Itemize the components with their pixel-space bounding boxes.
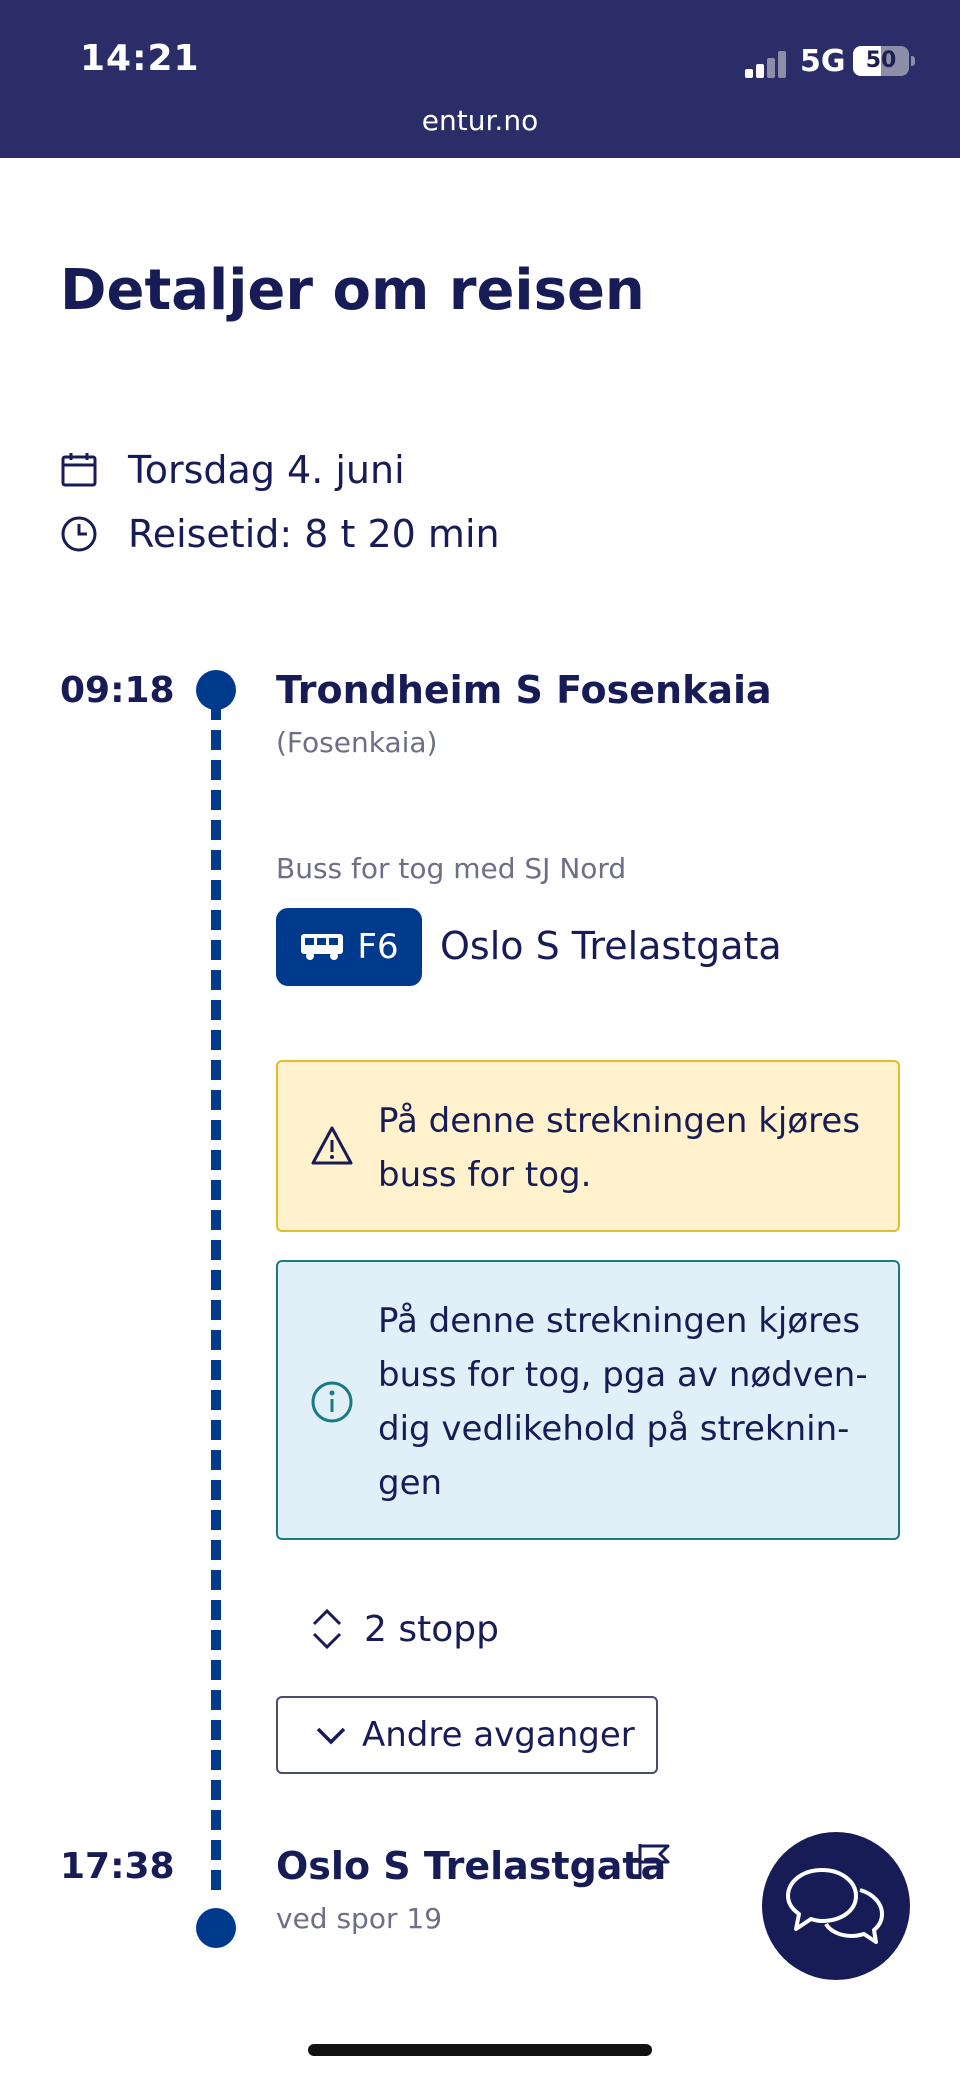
departure-dot [196,670,236,710]
trip-duration: Reisetid: 8 t 20 min [128,512,500,556]
arrival-time: 17:38 [60,1846,175,1887]
stops-toggle[interactable] [310,1604,499,1654]
chat-button[interactable] [762,1832,910,1980]
address-bar-url[interactable]: entur.no [421,104,539,137]
arrival-platform: ved spor 19 [276,1902,443,1935]
battery-icon [853,46,909,76]
signal-icon [745,50,787,78]
info-icon [310,1380,354,1424]
chevron-down-icon [314,1723,348,1747]
trip-date: Torsdag 4. juni [128,448,405,492]
page-title: Detaljer om reisen [60,258,645,323]
status-bar [0,0,960,158]
leg-destination: Oslo S Trelastgata [440,924,782,968]
battery-nub [911,56,915,66]
departure-time: 09:18 [60,670,175,711]
status-time: 14:21 [80,38,200,79]
duration-row [60,510,500,558]
departure-stop-sub: (Fosenkaia) [276,726,438,759]
route-line [211,700,221,1900]
date-row [60,446,405,494]
home-indicator [308,2044,652,2056]
battery-level: 50 [865,48,897,73]
other-departures-button[interactable] [276,1696,658,1774]
expand-icon [310,1606,344,1652]
line-badge [276,908,422,986]
arrival-stop-name: Oslo S Trelastgata [276,1844,667,1888]
warning-icon [310,1124,354,1168]
warning-alert [276,1060,900,1232]
bus-icon [299,932,345,962]
info-alert [276,1260,900,1540]
clock-icon [60,515,98,553]
arrival-dot [196,1908,236,1948]
line-code: F6 [357,927,399,967]
network-type: 5G [800,44,846,79]
other-departures-label: Andre avganger [362,1715,635,1755]
calendar-icon [60,451,98,489]
flag-icon [636,1842,672,1880]
warning-text: På denne strekningen kjøres buss for tog. [378,1101,861,1195]
stops-count: 2 stopp [364,1608,499,1650]
info-text: På denne strekningen kjøres buss for tog, pga av nødven-dig vedlikehold på streknin-gen [378,1301,868,1503]
operator-label: Buss for tog med SJ Nord [276,852,627,885]
departure-stop-name: Trondheim S Fosenkaia [276,668,772,712]
chat-icon [784,1864,888,1948]
